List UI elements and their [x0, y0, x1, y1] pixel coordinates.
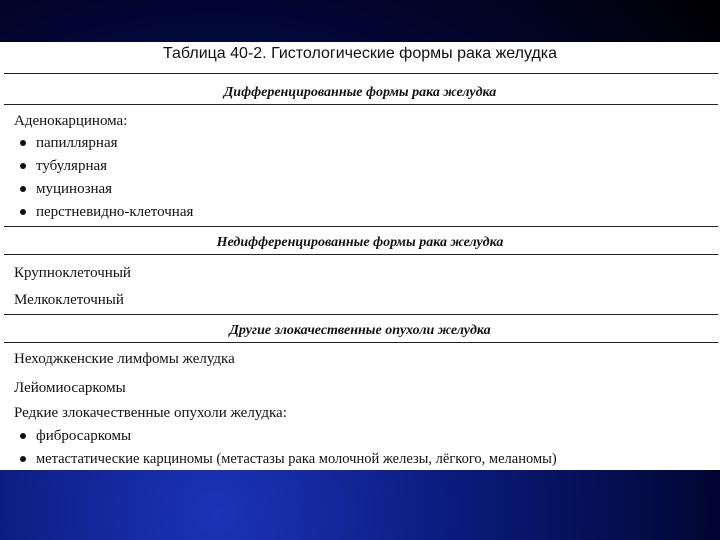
section-heading-differentiated: Дифференцированные формы рака желудка — [223, 85, 497, 100]
bullet-item: перстневидно-клеточная — [20, 202, 193, 222]
bullet-item: фибросаркомы — [20, 426, 131, 446]
entry-leiomyosarcoma: Лейомиосаркомы — [14, 380, 126, 396]
bullet-item: метастатические карциномы (метастазы рака молочной железы, лёгкого, меланомы) — [20, 449, 557, 469]
entry-small-cell: Мелкоклеточный — [14, 292, 124, 308]
bullet-icon — [20, 140, 26, 146]
entry-adenocarcinoma: Аденокарцинома: — [14, 113, 128, 129]
bullet-icon — [20, 456, 26, 462]
table-top-rule — [4, 73, 718, 74]
section-rule — [4, 226, 718, 227]
section-rule — [4, 342, 718, 343]
bullet-item: муцинозная — [20, 179, 112, 199]
entry-rare-tumors: Редкие злокачественные опухоли желудка: — [14, 405, 287, 421]
table-title: Таблица 40-2. Гистологические формы рака желудка — [162, 45, 558, 62]
entry-large-cell: Крупноклеточный — [14, 265, 131, 281]
bullet-item: папиллярная — [20, 133, 118, 153]
section-rule — [4, 254, 718, 255]
entry-lymphoma: Неходжкенские лимфомы желудка — [14, 351, 235, 367]
section-rule — [4, 104, 718, 105]
section-rule — [4, 314, 718, 315]
table-document — [0, 42, 720, 470]
bullet-item: тубулярная — [20, 156, 107, 176]
bullet-icon — [20, 186, 26, 192]
bullet-icon — [20, 163, 26, 169]
section-heading-undifferentiated: Недифференцированные формы рака желудка — [216, 235, 504, 250]
bullet-icon — [20, 209, 26, 215]
section-heading-other: Другие злокачественные опухоли желудка — [229, 323, 491, 338]
bullet-icon — [20, 433, 26, 439]
